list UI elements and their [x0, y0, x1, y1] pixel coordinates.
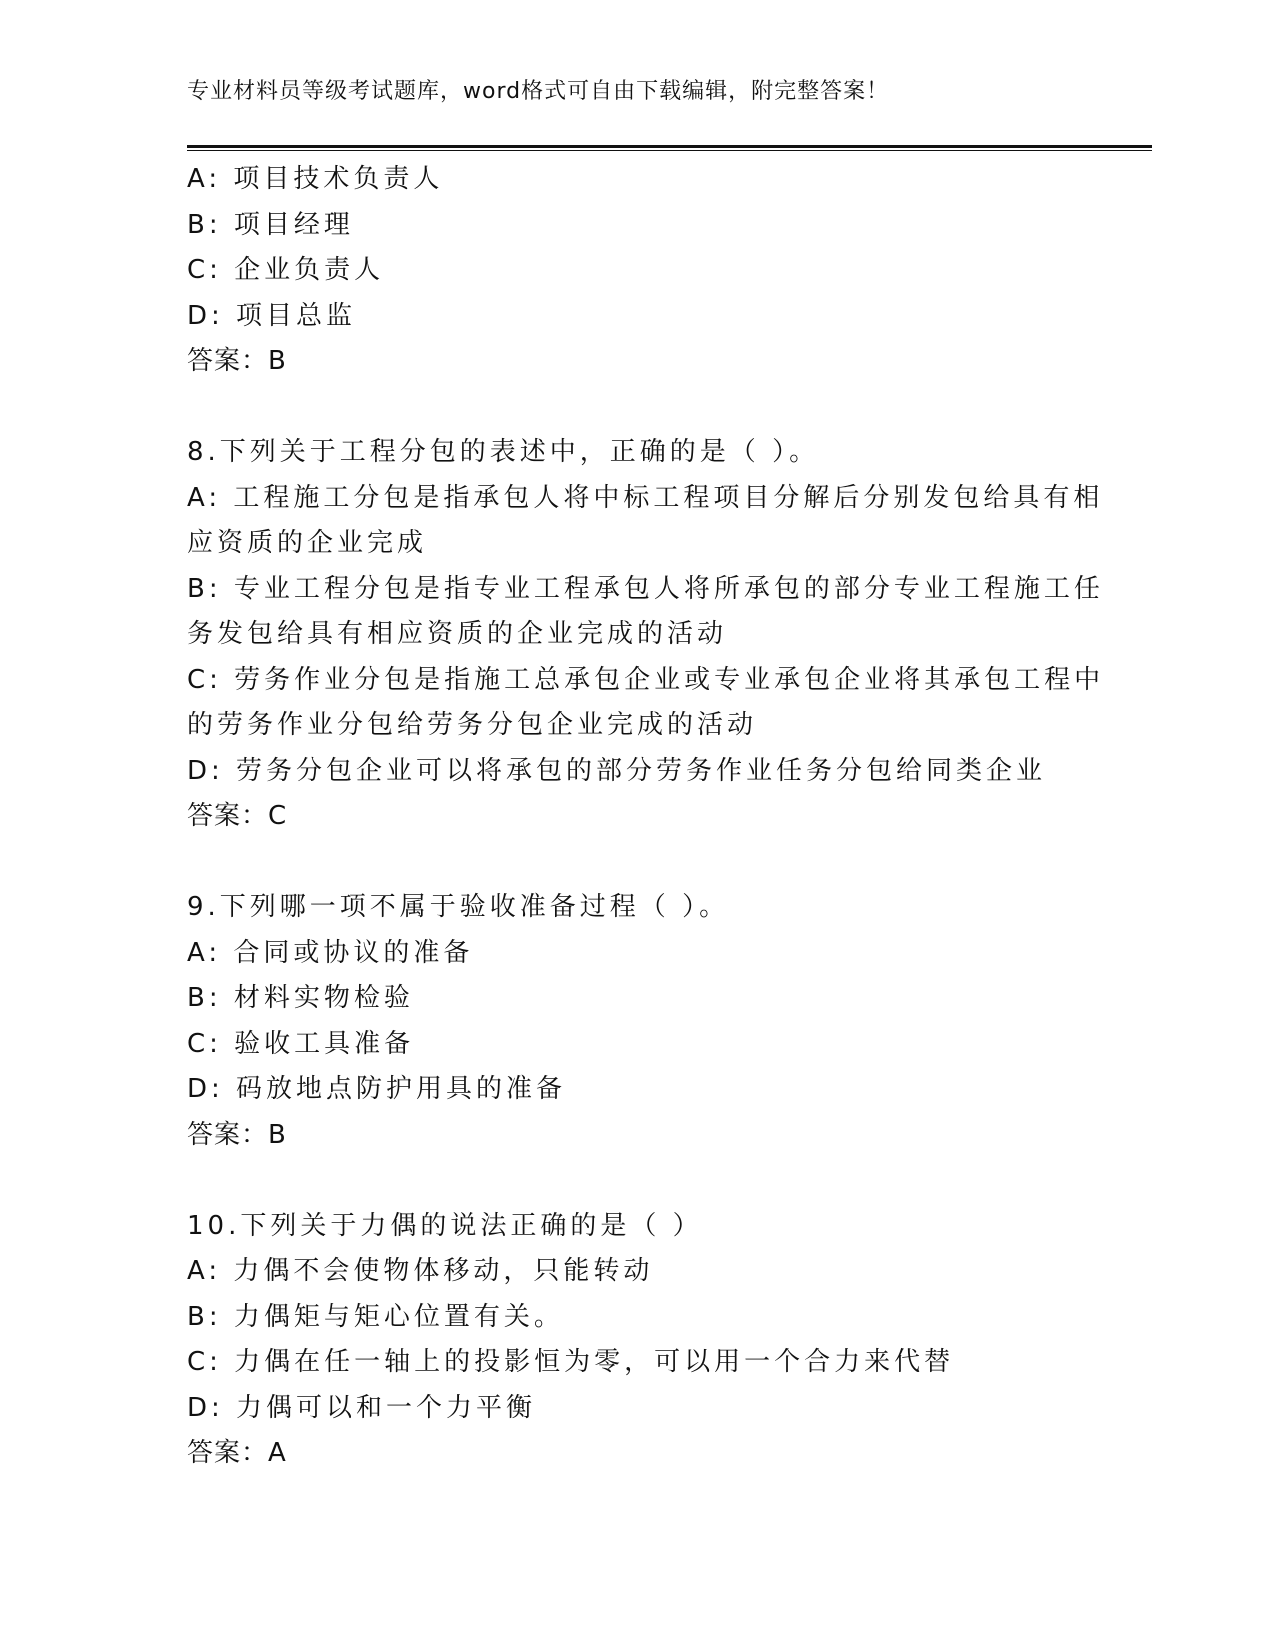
q10-option-b: B: 力偶矩与矩心位置有关。: [187, 1301, 564, 1332]
q10-option-a: A: 力偶不会使物体移动，只能转动: [187, 1256, 654, 1286]
page-header: 专业材料员等级考试题库，word格式可自由下载编辑，附完整答案！: [187, 79, 890, 104]
spacer: [187, 840, 1077, 886]
spacer: [187, 385, 1077, 431]
header-rule-thin: [187, 150, 1152, 151]
spacer: [187, 1158, 1077, 1204]
q8-option-c-line2: 的劳务作业分包给劳务分包企业完成的活动: [187, 710, 758, 740]
q10-option-d: D: 力偶可以和一个力平衡: [187, 1392, 537, 1423]
q8-option-c-line1: C: 劳务作业分包是指施工总承包企业或专业承包企业将其承包工程中: [187, 664, 1105, 695]
question-8: [187, 430, 1105, 840]
q10-stem: 10.下列关于力偶的说法正确的是（ ）: [187, 1210, 703, 1241]
q9-option-b: B: 材料实物检验: [187, 983, 414, 1013]
q7-option-a: A: 项目技术负责人: [187, 164, 444, 194]
q9-option-a: A: 合同或协议的准备: [187, 937, 474, 968]
q8-option-b-line1: B: 专业工程分包是指专业工程承包人将所承包的部分专业工程施工任: [187, 573, 1104, 604]
q7-answer: 答案：B: [187, 346, 287, 376]
q8-answer: 答案：C: [187, 801, 288, 831]
q9-option-c: C: 验收工具准备: [187, 1028, 415, 1059]
q10-answer: 答案：A: [187, 1438, 287, 1468]
q8-option-a-line1: A: 工程施工分包是指承包人将中标工程项目分解后分别发包给具有相: [187, 482, 1104, 513]
q7-option-c: C: 企业负责人: [187, 255, 385, 285]
question-content: [187, 157, 1105, 1477]
q9-answer: 答案：B: [187, 1119, 287, 1150]
q7-option-d: D: 项目总监: [187, 300, 357, 331]
question-10: [187, 1204, 1077, 1477]
question-7: [187, 157, 1077, 385]
q8-option-a-line2: 应资质的企业完成: [187, 528, 428, 558]
q7-option-b: B: 项目经理: [187, 209, 354, 240]
q8-stem: 8.下列关于工程分包的表述中，正确的是（ ）。: [187, 437, 820, 467]
q9-stem: 9.下列哪一项不属于验收准备过程（ ）。: [187, 892, 730, 922]
q8-option-d: D: 劳务分包企业可以将承包的部分劳务作业任务分包给同类企业: [187, 755, 1047, 786]
header-rule-thick: [187, 145, 1152, 148]
q9-option-d: D: 码放地点防护用具的准备: [187, 1074, 567, 1104]
question-9: [187, 885, 1077, 1158]
q10-option-c: C: 力偶在任一轴上的投影恒为零，可以用一个合力来代替: [187, 1347, 955, 1377]
q8-option-b-line2: 务发包给具有相应资质的企业完成的活动: [187, 619, 728, 649]
